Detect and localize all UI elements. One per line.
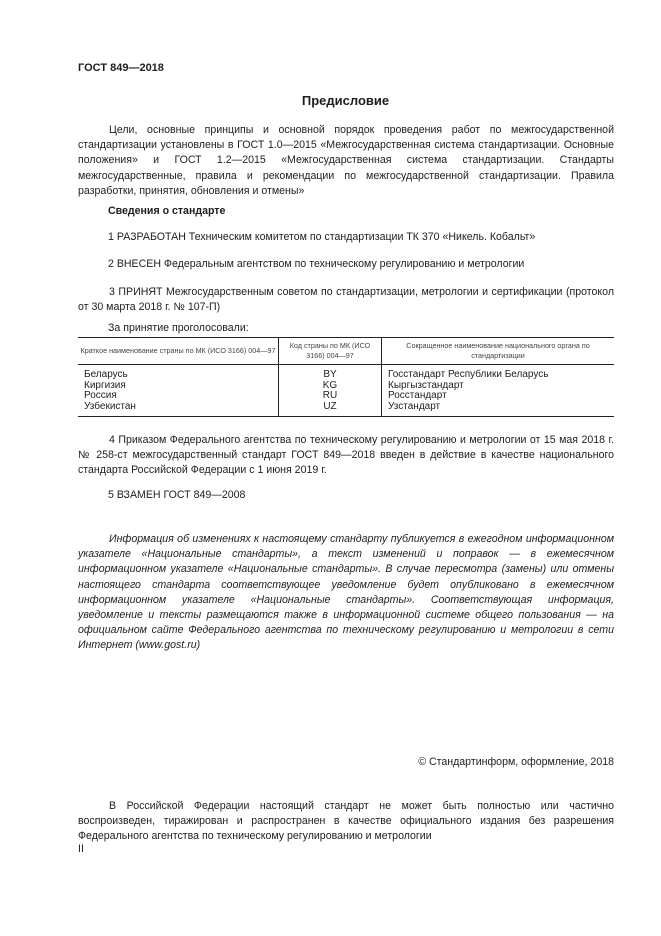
intro-paragraph: Цели, основные принципы и основной порядок проведения работ по межгосударственной стандартизации установлены в ГОСТ 1.0—2015 «Межгосударственная система стандартизации. Основные положения» и ГОСТ 1.2—2015 «Межгосударственная система стандартизации. Стандарты межгосударственные, правила и рекомендации по межгосударственной стандартизации. Правила разработки, принятия, обновления и отмены» [78, 124, 614, 197]
column-header-country: Краткое наименование страны по МК (ИСО 3166) 004—97 [78, 338, 279, 365]
table-row [78, 381, 614, 392]
country-cell: Россия [84, 390, 117, 401]
item-put-into-effect: 4 Приказом Федерального агентства по техническому регулированию и метрологии от 15 мая 2018 г. № 258-ст межгосударственный стандарт ГОСТ 849—2018 введен в действие в качестве национального стандарта Российской Федерации с 1 июня 2019 г. [78, 434, 614, 477]
page-title: Предисловие [301, 93, 390, 108]
voting-table [78, 337, 614, 417]
voted-label: За принятие проголосовали: [108, 322, 249, 334]
code-cell: KG [279, 381, 382, 392]
country-cell: Узбекистан [78, 402, 279, 417]
copyright-line: © Стандартинформ, оформление, 2018 [418, 756, 614, 768]
code-cell: UZ [279, 402, 382, 417]
page-number: II [78, 843, 84, 855]
reproduction-notice: В Российской Федерации настоящий стандарт не может быть полностью или частично воспроизведен, тиражирован и распространен в качестве официального издания без разрешения Федерального агентства по техническому регулированию и метрологии [78, 800, 614, 843]
item-developed-by: 1 РАЗРАБОТАН Техническим комитетом по стандартизации ТК 370 «Никель. Кобальт» [108, 231, 536, 243]
item-adopted-by: 3 ПРИНЯТ Межгосударственным советом по стандартизации, метрологии и сертификации (протокол от 30 марта 2018 г. № 107-П) [78, 286, 614, 314]
item-replaces: 5 ВЗАМЕН ГОСТ 849—2008 [108, 489, 246, 501]
body-cell: Госстандарт Республики Беларусь [382, 365, 615, 381]
table-row [78, 402, 614, 417]
country-cell: Беларусь [84, 369, 128, 380]
column-header-code: Код страны по МК (ИСО 3166) 004—97 [279, 338, 382, 365]
info-notice: Информация об изменениях к настоящему стандарту публикуется в ежегодном информационном указателе «Национальные стандарты», а текст изменений и поправок — в ежемесячном информационном указателе «Национальные стандарты». В случае пересмотра (замены) или отмены настоящего стандарта соответствующее уведомление будет опубликовано в ежемесячном информационном указателе «Национальные стандарты». Соответствующая информация, уведомление и тексты размещаются также в информационной системе общего пользования — на официальном сайте Федерального агентства по техническому регулированию и метрологии в сети Интернет (www.gost.ru) [78, 533, 614, 652]
body-cell: Узстандарт [382, 402, 615, 417]
item-introduced-by: 2 ВНЕСЕН Федеральным агентством по техническому регулированию и метрологии [108, 258, 525, 270]
document-id-header: ГОСТ 849—2018 [78, 62, 164, 74]
country-cell: Киргизия [84, 379, 126, 391]
table-header-row [78, 338, 614, 365]
table-row [78, 391, 614, 402]
column-header-body: Сокращенное наименование национального органа по стандартизации [382, 338, 615, 365]
section-heading: Сведения о стандарте [108, 205, 226, 217]
code-cell: RU [279, 391, 382, 402]
code-cell: BY [279, 365, 382, 381]
body-cell: Кыргызстандарт [382, 381, 615, 392]
body-cell: Росстандарт [382, 391, 615, 402]
table-row [78, 365, 614, 381]
